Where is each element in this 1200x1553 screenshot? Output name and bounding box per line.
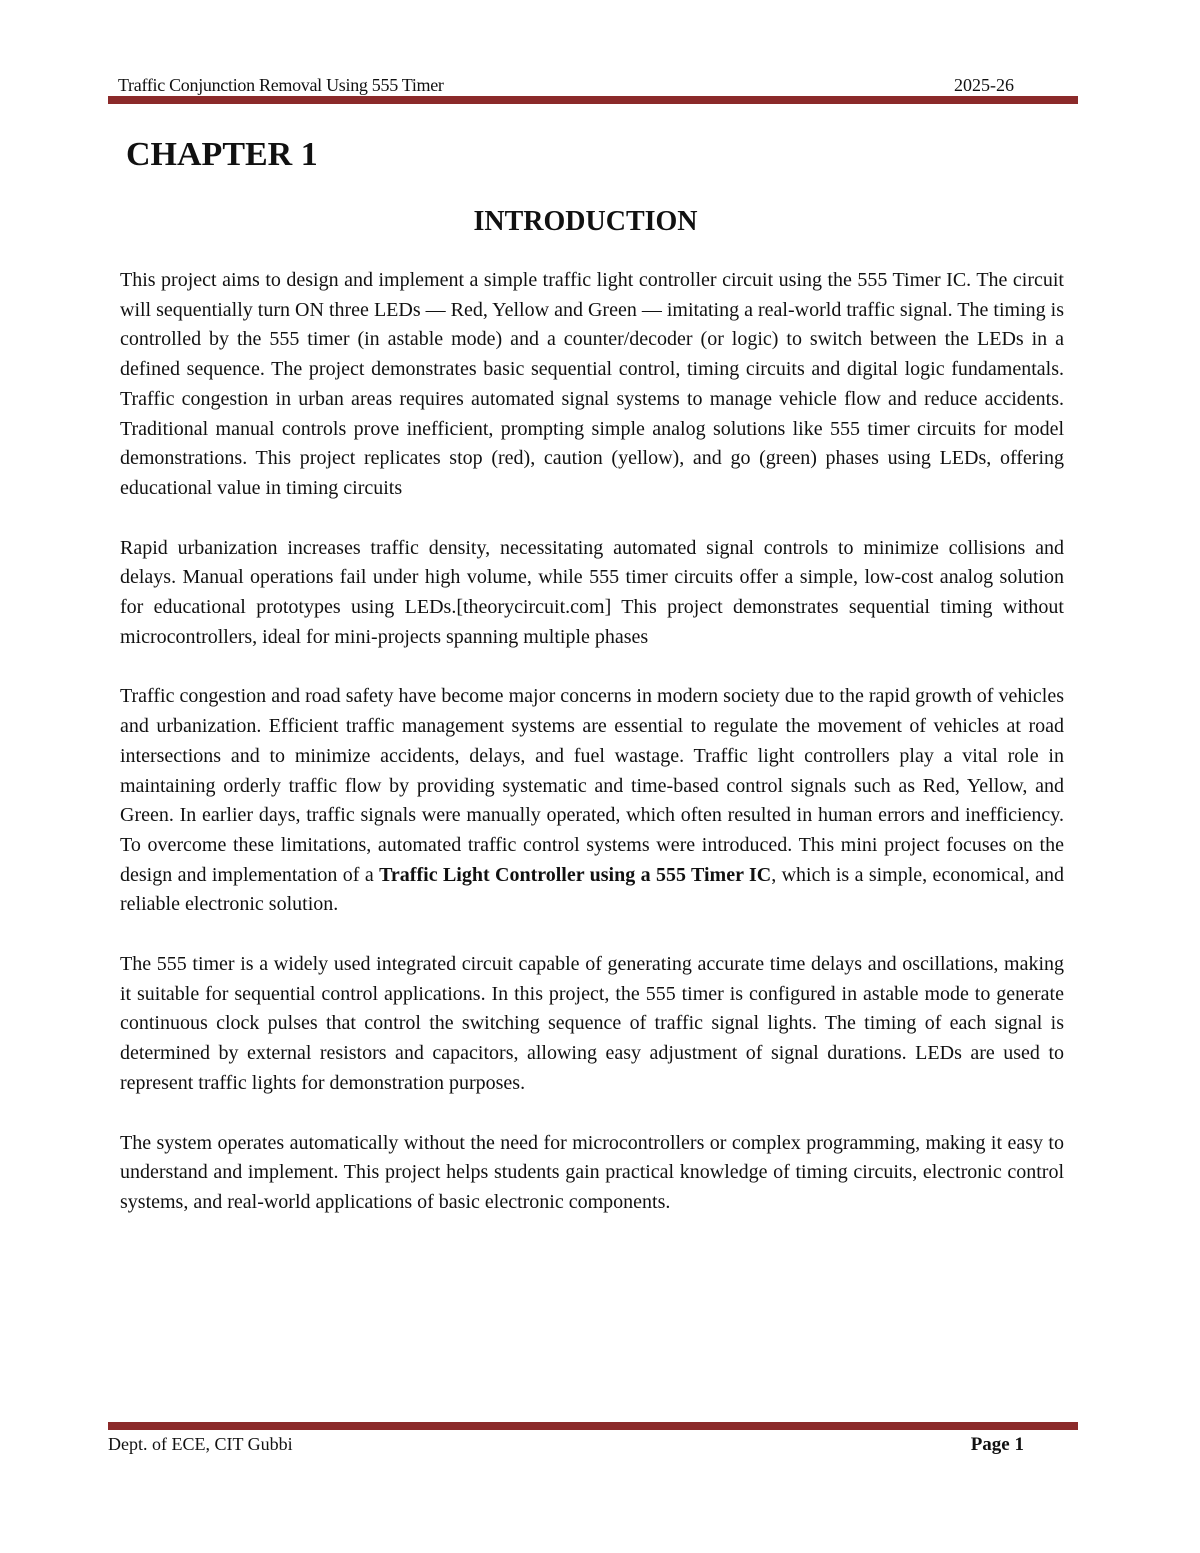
paragraph-3 (120, 682, 1064, 920)
section-title: INTRODUCTION (473, 206, 698, 237)
running-header-title: Traffic Conjunction Removal Using 555 Timer (118, 75, 444, 95)
paragraph-3-text-after: , which is a simple, economical, and reliable electronic solution. (120, 863, 1064, 916)
chapter-heading: CHAPTER 1 (126, 136, 318, 173)
page-header (112, 70, 1078, 94)
paragraph-5: The system operates automatically without the need for microcontrollers or complex programming, making it easy to understand and implement. This project helps students gain practical knowledge of timing circuits, electronic control systems, and real-world applications of basic electronic components. (120, 1131, 1064, 1213)
paragraph-4: The 555 timer is a widely used integrated circuit capable of generating accurate time delays and oscillations, making it suitable for sequential control applications. In this project, the 555 timer is configured in astable mode to generate continuous clock pulses that control the switching sequence of traffic signal lights. The timing of each signal is determined by external resistors and capacitors, allowing easy adjustment of signal durations. LEDs are used to represent traffic lights for demonstration purposes. (120, 953, 1064, 1094)
paragraph-2: Rapid urbanization increases traffic density, necessitating automated signal controls to minimize collisions and delays. Manual operations fail under high volume, while 555 timer circuits offer a simple, low-cost analog solution for educational prototypes using LEDs.[theorycircuit.com] This project demonstrates sequential timing without microcontrollers, ideal for mini-projects spanning multiple phases (120, 536, 1064, 648)
running-header-year: 2025-26 (954, 75, 1014, 95)
paragraph-3-text-before: Traffic congestion and road safety have become major concerns in modern society due to the rapid growth of vehicles and urbanization. Efficient traffic management systems are essential to regulate the movement of vehicles at road intersections and to minimize accidents, delays, and fuel wastage. Traffic light controllers play a vital role in maintaining orderly traffic flow by providing systematic and time-based control signals such as Red, Yellow, and Green. In earlier days, traffic signals were manually operated, which often resulted in human errors and inefficiency. To overcome these limitations, automated traffic control systems were introduced. This mini project focuses on the design and implementation of a (120, 685, 1064, 886)
header-rule (108, 96, 1078, 104)
paragraph-1: This project aims to design and implement a simple traffic light controller circuit using the 555 Timer IC. The circuit will sequentially turn ON three LEDs — Red, Yellow and Green — imitating a real-world traffic signal. The timing is controlled by the 555 timer (in astable mode) and a counter/decoder (or logic) to switch between the LEDs in a defined sequence. The project demonstrates basic sequential control, timing circuits and digital logic fundamentals. Traffic congestion in urban areas requires automated signal systems to manage vehicle flow and reduce accidents. Traditional manual controls prove inefficient, prompting simple analog solutions like 555 timer circuits for model demonstrations. This project replicates stop (red), caution (yellow), and go (green) phases using LEDs, offering educational value in timing circuits (120, 269, 1064, 499)
footer-rule (108, 1422, 1078, 1430)
paragraph-3-bold-phrase: Traffic Light Controller using a 555 Timer IC (379, 863, 772, 886)
footer-department: Dept. of ECE, CIT Gubbi (108, 1434, 293, 1454)
page-number: Page 1 (970, 1434, 1024, 1455)
page-footer (108, 1434, 1024, 1458)
body-text (120, 266, 1064, 1248)
